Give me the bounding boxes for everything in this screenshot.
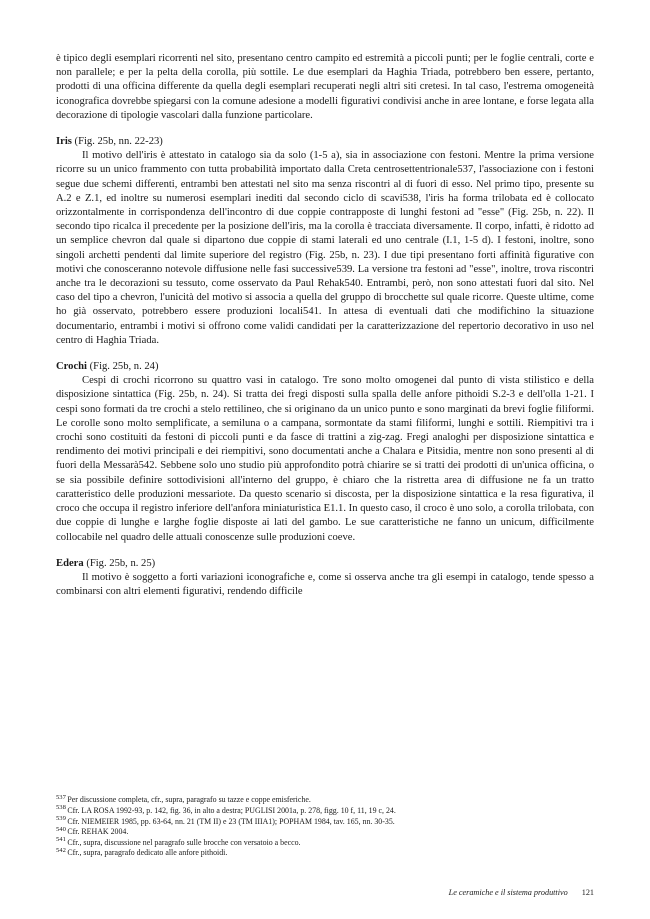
section-body-iris: Il motivo dell'iris è attestato in catalogo sia da solo (1-5 a), sia in associazione con festoni. Mentre la prima versione ricorre su un unico frammento con tutta probabilità importato dalla Creta centrosettentrionale537, l'associazione con i festoni segue due schemi differenti, entrambi ben attestati nel sito ma senza riscontri al di fuori di esso. Nel primo tipo, presente su A.2 e Z.1, ed inoltre su numerosi esemplari inediti dal secondo ciclo di scavi538, l'iris ha forma trilobata ed è collocato orizzontalmente in corrispondenza dell'incontro di due coppie contrapposte di lunghi festoni ad "esse" (Fig. 25b, n. 22). Il secondo tipo ricalca il precedente per la posizione dell'iris, ma la corolla è tracciata diversamente. Il corpo, infatti, è ridotto ad un semplice chevron dal quale si dipartono due coppie di stami laterali ed uno centrale (I.1, 1-5 d). I festoni, inoltre, sono singoli archetti pendenti dal limite superiore del registro (Fig. 25b, n. 23). I due tipi presentano forti affinità figurative con motivi che conosceranno notevole diffusione nelle fasi successive539. La versione tra festoni ad "esse", inoltre, trova riscontri anche tra le decorazioni su tessuto, come osservato da Paul Rehak540. Entrambi, però, non sono attestati fuori dal sito. Nel caso del tipo a chevron, l'unicità del motivo si associa a quella del gruppo di brocchette sul quale ricorre. Queste ultime, come ho già osservato, potrebbero essere produzioni locali541. In attesa di eventuali dati che modifichino la situazione documentario, entrambi i motivi si offrono come validi candidati per la caratterizzazione del repertorio decorativo in uso nel centro di Haghia Triada. [56,150,594,346]
footnote-541 [56,838,594,849]
footnote-text: Cfr. LA ROSA 1992-93, p. 142, fig. 36, in alto a destra; PUGLISI 2001a, p. 278, figg. 10 f, 11, 19 c, 24. [67,806,396,816]
section-figref-edera: (Fig. 25b, n. 25) [83,557,156,569]
section-body-crochi: Cespi di crochi ricorrono su quattro vasi in catalogo. Tre sono molto omogenei dal punto di vista stilistico e della disposizione sintattica (Fig. 25b, n. 24). Si tratta dei fregi disposti sulla spalla delle anfore pithoidi S.2-3 e dell'olla 1-21. I cespi sono formati da tre crochi a stelo rettilineo, che si originano da un unico punto e sono marginati da brevi foglie filiformi. Le corolle sono molto semplificate, a semiluna o a campana, sormontate da stami filiformi, lunghi e sottili. Riempitivi tra i crochi sono costituiti da festoni di piccoli punti e da fasce di trattini a zig-zag. Fregi analoghi per disposizione sintattica e rendimento dei motivi principali e dei riempitivi, sono documentati anche a Chalara e Pitsidia, mentre non sono presenti al di fuori della Messarà542. Sebbene solo uno studio più approfondito potrà chiarire se si tratti dei prodotti di un'unica officina, o se sia possibile definire sottodivisioni all'interno del gruppo, è chiaro che la ristretta area di diffusione ne fa un tratto caratteristico delle produzioni messariote. Da questo scenario si discosta, per la disposizione sintattica e la resa figurativa, il croco che occupa il registro inferiore dell'anfora miniaturistica E1.1. In questo caso, il croco è uno solo, a corolla trilobata, con due coppie di lunghe e larghe foglie disposte ai lati del gambo. Le sue caratteristiche ne fanno un unicum, difficilmente collocabile nel quadro delle attuali conoscenze sulle produzioni coeve. [56,375,594,543]
page-footer [56,888,594,897]
page-body [56,52,594,599]
section-figref-crochi: (Fig. 25b, n. 24) [87,361,159,373]
footnote-537 [56,795,594,806]
section-figref-iris: (Fig. 25b, nn. 22-23) [71,136,163,148]
section-title-crochi: Crochi [56,361,87,373]
footnote-text: Cfr., supra, paragrafo dedicato alle anfore pithoidi. [67,848,228,858]
footnote-number: 537 [56,793,66,801]
footnotes-block [56,795,594,859]
section-heading-crochi [56,360,594,374]
section-body-edera: Il motivo è soggetto a forti variazioni iconografiche e, come si osserva anche tra gli esempi in catalogo, tende spesso a combinarsi con altri elementi figurativi, rendendo difficile [56,571,594,598]
footnote-538 [56,806,594,817]
footnote-540 [56,827,594,838]
footnote-text: Cfr., supra, discussione nel paragrafo sulle brocche con versatoio a becco. [67,837,301,847]
footnote-number: 541 [56,836,66,844]
section-heading-edera [56,557,594,571]
footnote-text: Per discussione completa, cfr., supra, paragrafo su tazze e coppe emisferiche. [67,795,311,805]
spacer [56,348,594,360]
page-number: 121 [581,888,594,897]
footnote-542 [56,848,594,859]
section-title-iris: Iris [56,136,72,148]
intro-paragraph: è tipico degli esemplari ricorrenti nel sito, presentano centro campito ed estremità a piccoli punti; per le foglie centrali, corte e non parallele; e per la pelta della corolla, più sottile. Le due esemplari da Haghia Triada, potrebbero ben essere, pertanto, prodotti di una officina differente da quella degli esemplari recuperati negli altri siti cretesi. In tal caso, l'estrema omogeneità iconografica dovrebbe spiegarsi con la comune adesione a modelli figurativi condivisi anche in aree lontane, e forse legata alla decorazione di tipologie vascolari dalla funzione particolare. [56,53,594,121]
spacer [56,545,594,557]
section-heading-iris [56,135,594,149]
section-title-edera: Edera [56,557,84,569]
running-title: Le ceramiche e il sistema produttivo [448,888,568,897]
footnote-539 [56,817,594,828]
footnote-number: 539 [56,815,66,822]
footnote-text: Cfr. NIEMEIER 1985, pp. 63-64, nn. 21 (TM II) e 23 (TM IIIA1); POPHAM 1984, tav. 165, nn. 30-35. [67,816,395,826]
footnote-number: 538 [56,804,66,812]
footnote-text: Cfr. REHAK 2004. [67,827,129,837]
footnote-number: 542 [56,846,66,854]
footnote-number: 540 [56,825,66,833]
spacer [56,123,594,135]
